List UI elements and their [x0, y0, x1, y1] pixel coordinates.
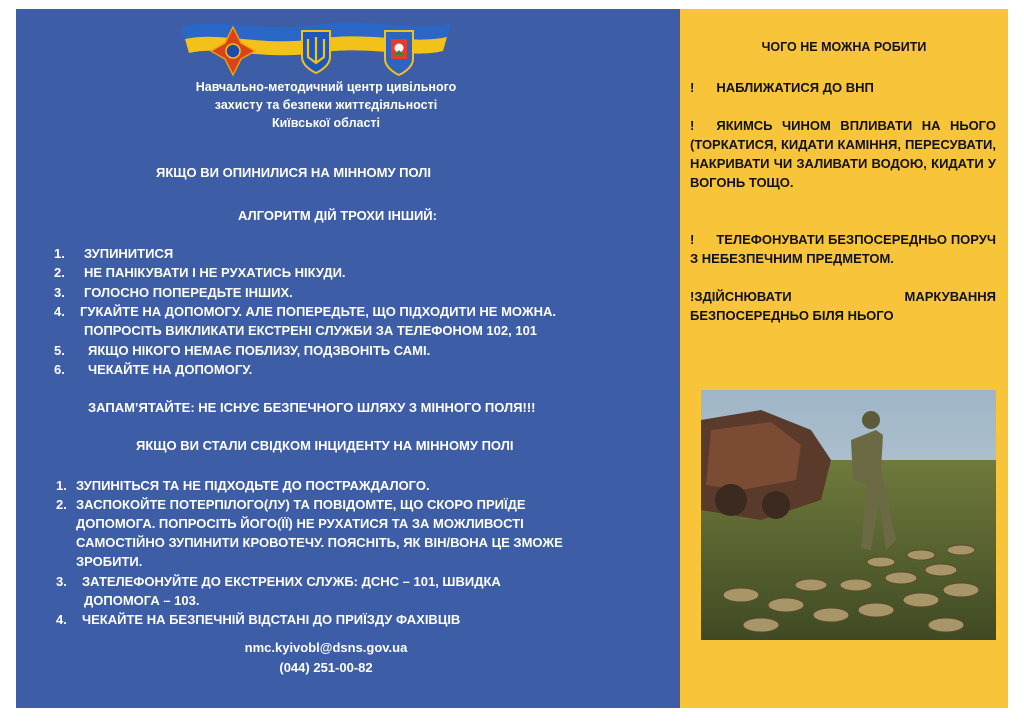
list-item-continuation: ДОПОМОГА. ПОПРОСІТЬ ЙОГО(ЇЇ) НЕ РУХАТИСЯ ТА ЗА МОЖЛИВОСТІ	[76, 516, 524, 531]
list-item: 1. ЗУПИНИТИСЯ	[54, 246, 174, 261]
exclamation-icon: !	[690, 80, 695, 95]
dont-item: !ЗДІЙСНЮВАТИ МАРКУВАННЯ БЕЗПОСЕРЕДНЬО БІЛЯ НЬОГО	[690, 289, 996, 323]
witness-heading: ЯКЩО ВИ СТАЛИ СВІДКОМ ІНЦИДЕНТУ НА МІННОМУ ПОЛІ	[136, 438, 514, 453]
list-item-continuation: САМОСТІЙНО ЗУПИНИТИ КРОВОТЕЧУ. ПОЯСНІТЬ, ЯК ВІН/ВОНА ЦЕ ЗМОЖЕ	[76, 535, 563, 550]
exclamation-icon: !	[690, 289, 695, 304]
dont-item: ! ТЕЛЕФОНУВАТИ БЕЗПОСЕРЕДНЬО ПОРУЧ З НЕБЕЗПЕЧНИМ ПРЕДМЕТОМ.	[690, 232, 996, 266]
emblems-banner	[181, 15, 451, 79]
minefield-heading: ЯКЩО ВИ ОПИНИЛИСЯ НА МІННОМУ ПОЛІ	[156, 165, 432, 180]
list-item: 1. ЗУПИНІТЬСЯ ТА НЕ ПІДХОДЬТЕ ДО ПОСТРАЖДАЛОГО.	[56, 478, 430, 493]
contact-email[interactable]: nmc.kyivobl@dsns.gov.ua	[244, 640, 408, 655]
right-panel	[680, 9, 1008, 708]
exclamation-icon: !	[690, 118, 695, 133]
list-item: 4. ЧЕКАЙТЕ НА БЕЗПЕЧНІЙ ВІДСТАНІ ДО ПРИЇЗДУ ФАХІВЦІВ	[56, 612, 461, 627]
dont-item: ! НАБЛИЖАТИСЯ ДО ВНП	[690, 80, 874, 95]
dont-title: ЧОГО НЕ МОЖНА РОБИТИ	[761, 40, 927, 54]
exclamation-icon: !	[690, 232, 695, 247]
trident-emblem-icon	[302, 31, 330, 73]
list-item: 5. ЯКЩО НІКОГО НЕМАЄ ПОБЛИЗУ, ПОДЗВОНІТЬ САМІ.	[54, 343, 431, 358]
list-item-continuation: ПОПРОСІТЬ ВИКЛИКАТИ ЕКСТРЕНІ СЛУЖБИ ЗА ТЕЛЕФОНОМ 102, 101	[84, 323, 538, 338]
list-item: 6. ЧЕКАЙТЕ НА ДОПОМОГУ.	[54, 362, 253, 377]
list-item: 3. ЗАТЕЛЕФОНУЙТЕ ДО ЕКСТРЕНИХ СЛУЖБ: ДСНС – 101, ШВИДКА	[56, 574, 501, 589]
list-item-continuation: ДОПОМОГА – 103.	[84, 593, 200, 608]
list-item: 2. НЕ ПАНІКУВАТИ І НЕ РУХАТИСЬ НІКУДИ.	[54, 265, 346, 280]
organization-name: Навчально-методичний центр цивільного захисту та безпеки життєдіяльності Київської області	[195, 80, 457, 130]
list-item: 2. ЗАСПОКОЙТЕ ПОТЕРПІЛОГО(ЛУ) ТА ПОВІДОМТЕ, ЩО СКОРО ПРИЇДЕ	[56, 497, 526, 512]
dont-item: ! ЯКИМСЬ ЧИНОМ ВПЛИВАТИ НА НЬОГО (ТОРКАТИСЯ, КИДАТИ КАМІННЯ, ПЕРЕСУВАТИ, НАКРИВАТИ ЧИ ЗАЛИВАТИ ВОДОЮ, КИДАТИ У ВОГОНЬ ТОЩО.	[690, 118, 996, 190]
kyiv-oblast-emblem-icon	[385, 31, 413, 75]
algorithm-heading: АЛГОРИТМ ДІЙ ТРОХИ ІНШИЙ:	[238, 208, 437, 223]
remember-warning: ЗАПАМ’ЯТАЙТЕ: НЕ ІСНУЄ БЕЗПЕЧНОГО ШЛЯХУ З МІННОГО ПОЛЯ!!!	[88, 400, 536, 415]
list-item-continuation: ЗРОБИТИ.	[76, 554, 143, 569]
left-panel	[16, 9, 680, 708]
list-item: 4. ГУКАЙТЕ НА ДОПОМОГУ. АЛЕ ПОПЕРЕДЬТЕ, ЩО ПІДХОДИТИ НЕ МОЖНА.	[54, 304, 556, 319]
photo-soldier-with-mines	[701, 390, 996, 640]
list-item: 3. ГОЛОСНО ПОПЕРЕДЬТЕ ІНШИХ.	[54, 285, 293, 300]
contact-phone: (044) 251-00-82	[279, 660, 373, 675]
